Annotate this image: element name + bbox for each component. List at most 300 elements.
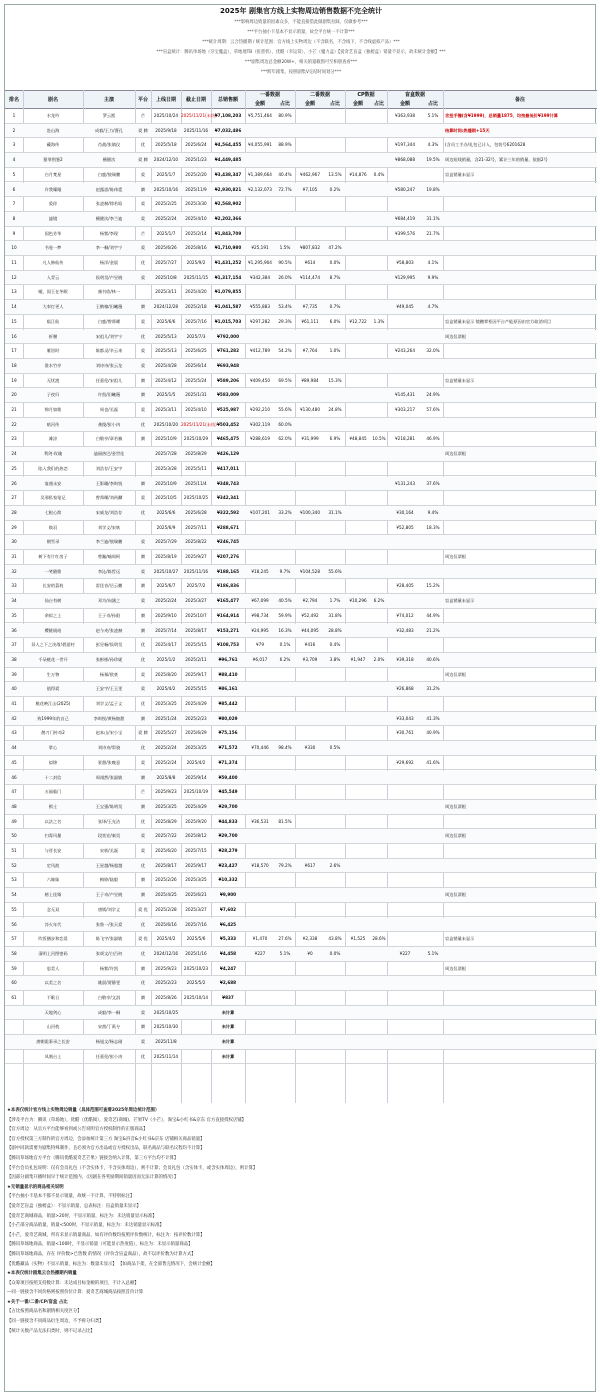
g1-pct-cell: 40.5% [278, 598, 292, 604]
footnote-line: 【腾讯草场地商品，销量<100时，不显示销量（可能显示热度值），标注为：未显示销量商品】 [7, 1242, 193, 1248]
box-amount-cell: ¥243,264 [395, 348, 415, 354]
online-date-cell: 2025/8/17 [155, 862, 177, 868]
end-date-cell: 2025/10/7 [185, 612, 207, 618]
cp-amount-cell [345, 918, 371, 932]
cast-cell: 李一桐/刘宇宁 [95, 245, 123, 251]
platform-cell: 腾 [140, 803, 146, 809]
end-date-cell: 2025/2/20 [185, 171, 207, 177]
table-header [5, 90, 597, 109]
total-cell: ¥96,761 [218, 656, 238, 662]
g2-amount-cell [295, 726, 325, 740]
platform-cell: 腾 [140, 995, 146, 1000]
cp-pct-cell [371, 285, 387, 299]
cast-cell: 王鹤棣/田曦薇 [95, 304, 123, 310]
remark-cell [445, 756, 597, 770]
end-date-cell: 2025/4/2 [186, 759, 206, 765]
online-date-cell: 2025/7/29 [155, 539, 177, 545]
cast-cell: 曾瀚/喻周柯 [97, 554, 121, 559]
cp-pct-cell [371, 682, 387, 696]
g1-amount-cell [245, 844, 275, 858]
g1-amount-cell: ¥107,201 [250, 509, 270, 515]
cp-amount-cell [345, 991, 371, 1005]
end-date-cell: 2025/10/14 [183, 995, 209, 1000]
name-cell: 凡人修仙传 [42, 260, 64, 265]
g2-pct-cell [325, 844, 345, 858]
g2-amount-cell [295, 888, 325, 902]
platform-cell: 爱 [140, 215, 146, 221]
name-cell: 念无双 [46, 906, 60, 912]
g1-amount-cell [245, 800, 275, 814]
cast-cell: 肖战/张婧仪 [97, 142, 121, 148]
g1-amount-cell [245, 1035, 275, 1049]
box-pct-cell: 21.7% [426, 230, 440, 236]
remark-cell [445, 521, 597, 535]
table-row [5, 697, 597, 712]
g2-amount-cell: ¥617 [304, 862, 316, 868]
online-date-cell: 2025/7/27 [155, 260, 177, 265]
cp-pct-cell [371, 374, 387, 388]
g1-pct-cell [275, 712, 295, 726]
platform-cell: 爱 [140, 539, 146, 545]
table-row [5, 653, 597, 668]
table-row [5, 888, 597, 903]
rank-cell: 3 [12, 142, 16, 148]
rank-cell: 49 [11, 818, 17, 824]
g2-amount-cell: ¥61,111 [301, 318, 319, 324]
end-date-cell: 2025/2/14 [185, 230, 207, 236]
g2-pct-cell [325, 815, 345, 829]
remark-cell [445, 1020, 597, 1034]
cast-cell: 王星越/杨超越 [95, 862, 123, 868]
platform-cell: 爱 [140, 598, 146, 604]
name-cell: 入青云 [46, 274, 60, 280]
cp-amount-cell [345, 785, 371, 799]
g1-amount-cell: ¥227 [254, 950, 266, 956]
box-pct-cell [423, 1050, 443, 1064]
end-date-cell: 2025/7/16 [185, 921, 207, 927]
cast-cell: 刘诗诗/窦骁 [97, 745, 121, 751]
end-date-cell [181, 1035, 211, 1049]
g1-pct-cell: 16.3% [278, 627, 292, 633]
table-row [5, 756, 597, 771]
g1-amount-cell [245, 668, 275, 682]
remark-cell [445, 976, 597, 990]
cp-amount-cell [345, 153, 371, 167]
g2-amount-cell [295, 844, 325, 858]
box-pct-cell [423, 550, 443, 564]
note-line: ***剧集周边总金额20W+，相关销量截图可至相册查看*** [244, 60, 358, 65]
cp-pct-cell [371, 844, 387, 858]
table-row [5, 918, 597, 933]
g2-pct-cell [325, 447, 345, 461]
total-cell: ¥4,449,485 [214, 157, 242, 163]
box-pct-cell [423, 815, 443, 829]
cast-cell: 龚俊/彭小冉 [97, 421, 121, 427]
cp-amount-cell [345, 756, 371, 770]
rank-cell: 27 [11, 495, 17, 501]
cp-amount-cell [345, 462, 371, 476]
box-pct-cell: 31.2% [426, 686, 440, 692]
cp-amount-cell: ¥1,525 [350, 936, 366, 942]
g2-pct-cell: 31.8% [328, 612, 342, 618]
cast-cell: 罗云熙 [102, 113, 116, 118]
cast-cell: 张凌赫/徐若晗 [95, 201, 123, 207]
total-cell: ¥188,165 [217, 568, 239, 574]
platform-cell: 爱 优 [138, 906, 148, 912]
table-row [5, 1020, 597, 1035]
platform-cell: 腾 [140, 892, 146, 898]
cp-pct-cell: 10.5% [372, 436, 386, 442]
table-row [5, 285, 597, 300]
online-date-cell: 2025/2/26 [155, 877, 177, 883]
box-amount-cell: ¥28,405 [396, 583, 414, 589]
rank-cell: 61 [11, 995, 17, 1000]
table-row [5, 197, 597, 212]
end-date-cell: 2025/1/31 [185, 392, 207, 398]
online-date-cell: 2025/3/11 [155, 407, 177, 412]
remark-cell [445, 1035, 597, 1049]
total-cell: ¥86,161 [218, 686, 238, 692]
g2-pct-cell [325, 682, 345, 696]
remark-cell [445, 403, 597, 417]
g1-amount-cell: ¥409,450 [250, 377, 270, 383]
platform-cell: 腾 [140, 583, 146, 589]
g1-pct-cell [275, 197, 295, 211]
box-pct-cell: 57.6% [426, 407, 440, 412]
online-date-cell: 2025/1/5 [156, 392, 176, 398]
table-row [5, 609, 597, 624]
g2-amount-cell [295, 359, 325, 373]
g1-pct-cell: 26.0% [278, 274, 292, 280]
end-date-cell: 2025/5/15 [185, 642, 207, 648]
cp-amount-cell [345, 903, 371, 917]
box-amount-cell [387, 815, 423, 829]
end-date-cell: 2025/2/18 [185, 304, 207, 310]
cp-amount-cell [345, 668, 371, 682]
footnote-line: ★本表仅统计剧集云合热播期内销量 [7, 1271, 77, 1277]
rank-cell: 33 [11, 583, 17, 589]
g2-amount-cell [295, 756, 325, 770]
name-cell: 榜上佳婿 [44, 892, 62, 898]
name-cell: 唐朝诡事录之长安 [36, 1039, 70, 1045]
g2-pct-cell [325, 197, 345, 211]
g1-amount-cell [245, 330, 275, 344]
cp-amount-cell [345, 741, 371, 755]
online-date-cell: 2025/10/25 [153, 1009, 179, 1015]
cast-cell: 杨紫/许凯 [99, 965, 119, 971]
platform-cell: 腾 [140, 480, 146, 486]
remark-cell [445, 477, 597, 491]
table-row [5, 932, 597, 947]
online-date-cell: 2024/12/28 [153, 304, 179, 310]
rank-cell: 26 [11, 480, 17, 486]
cast-cell: 成毅/李一桐 [97, 1009, 121, 1015]
box-pct-cell [423, 124, 443, 138]
g2-amount-cell [295, 491, 325, 505]
platform-cell: 爱 优 [138, 936, 148, 942]
end-date-cell: 2025/9/17 [185, 671, 207, 677]
platform-cell: 优 [140, 642, 146, 648]
cp-pct-cell [371, 962, 387, 976]
g2-amount-cell [295, 1035, 325, 1049]
box-amount-cell [387, 330, 423, 344]
cp-pct-cell [371, 418, 387, 432]
g1-amount-cell [245, 285, 275, 299]
header-remark: 备注 [514, 97, 525, 103]
g2-amount-cell: ¥614 [304, 260, 316, 265]
box-amount-cell: ¥49,045 [396, 304, 414, 310]
cp-pct-cell [371, 1050, 387, 1064]
box-amount-cell: ¥26,868 [396, 686, 414, 692]
footnote-line: 【小芒，爱奇艺商城，所有未显示销量商品，如有评价数均按照评价数统计，标注为：按评价数计算】 [7, 1232, 205, 1238]
g1-amount-cell: ¥1,295,904 [248, 260, 272, 265]
cast-cell: 梅婷/陆毅 [99, 877, 119, 883]
box-amount-cell [387, 241, 423, 255]
rank-cell [5, 1050, 23, 1064]
cp-pct-cell [371, 535, 387, 549]
platform-cell: 腾 [140, 877, 146, 883]
name-cell: 许我耀眼 [44, 186, 62, 192]
total-cell: ¥2,568,902 [214, 201, 242, 207]
g1-amount-cell [245, 903, 275, 917]
platform-cell: 爱 腾 [138, 127, 148, 133]
remark-cell [445, 491, 597, 505]
g1-pct-cell [275, 829, 295, 843]
cast-cell: 侯明昊/卢昱晓 [95, 274, 123, 280]
name-cell: 利剑·玫瑰 [43, 451, 63, 457]
platform-cell: 优 [140, 921, 146, 927]
box-pct-cell [423, 962, 443, 976]
cp-amount-cell [345, 300, 371, 314]
box-amount-cell: ¥218,281 [395, 436, 415, 442]
g1-pct-cell [275, 844, 295, 858]
online-date-cell: 2025/9/23 [155, 965, 177, 971]
cp-pct-cell [371, 183, 387, 197]
g2-amount-cell [295, 212, 325, 226]
cp-amount-cell [345, 962, 371, 976]
platform-cell [135, 462, 151, 476]
cast-cell: 刘学义/孟子义 [95, 701, 123, 706]
remark-cell: 周边仅票根 [445, 833, 466, 839]
g1-amount-cell: ¥6,017 [252, 656, 268, 662]
g2-amount-cell [295, 285, 325, 299]
cp-amount-cell [345, 403, 371, 417]
g1-pct-cell [275, 124, 295, 138]
box-amount-cell: ¥29,692 [396, 759, 414, 765]
name-cell: 清明上河图密码 [38, 950, 68, 956]
box-pct-cell [423, 697, 443, 711]
g1-pct-cell: 40.4% [278, 171, 292, 177]
g1-pct-cell [275, 550, 295, 564]
g1-amount-cell [245, 726, 275, 740]
cp-amount-cell [345, 374, 371, 388]
online-date-cell: 2025/8/29 [155, 818, 177, 824]
g2-pct-cell [325, 903, 345, 917]
platform-cell: 优 [140, 656, 146, 662]
rank-cell: 20 [11, 392, 17, 398]
end-date-cell: 2025/7/3 [186, 333, 206, 339]
g1-amount-cell [245, 197, 275, 211]
remark-cell [445, 903, 597, 917]
rank-cell: 4 [12, 157, 16, 163]
cp-pct-cell [371, 271, 387, 285]
cast-cell: 陈都灵/辛云来 [95, 348, 123, 354]
cp-amount-cell [345, 829, 371, 843]
cast-cell: 刘诗诗/张云龙 [95, 362, 123, 368]
total-cell: ¥1,317,154 [214, 274, 242, 280]
header-name: 剧名 [47, 97, 58, 103]
table-row [5, 859, 597, 874]
total-cell: ¥186,836 [217, 583, 239, 589]
cp-pct-cell [371, 550, 387, 564]
box-pct-cell: 15.2% [426, 583, 440, 589]
box-pct-cell [423, 285, 443, 299]
g2-amount-cell [295, 1006, 325, 1020]
note-line: ***盲盒统计：腾讯单场地（夺宝魔盒），草地地TB（扭蛋机），优酷（幸运赏），小芒（魔力盒）【爱奇艺盲盒（独榜盒）销量不显示，故未统计金额】*** [156, 50, 446, 55]
g1-pct-cell: 59.9% [278, 612, 292, 618]
online-date-cell: 2025/10/16 [153, 186, 179, 192]
cast-cell: 王影璐/李昀锐 [95, 480, 123, 486]
name-cell: 七根心简 [44, 509, 62, 515]
table-row [5, 403, 597, 418]
platform-cell: 爱 [140, 671, 146, 677]
end-date-cell: 2025/4/20 [185, 289, 207, 295]
box-amount-cell [387, 800, 423, 814]
remark-cell: 盲盒销量未显示 [445, 171, 475, 177]
end-date-cell: 2025/6/29 [185, 730, 207, 736]
footnote-line: ★本表仅统计官方线上实物周边销量（具体范围可查看2025年周边统计范围） [7, 1108, 160, 1113]
cp-amount-cell [345, 1050, 371, 1064]
g1-amount-cell [245, 756, 275, 770]
platform-cell: 优 [140, 745, 146, 751]
box-pct-cell [423, 1035, 443, 1049]
remark-cell [445, 859, 597, 873]
cp-pct-cell [371, 638, 387, 652]
cast-cell: 张鲁一/张天爱 [95, 921, 123, 927]
g1-pct-cell: 80.9% [278, 113, 292, 118]
table-row [5, 374, 597, 389]
name-cell: 折腰 [48, 333, 58, 339]
cast-cell: 李昀锐/黄杨钿甜 [93, 715, 125, 721]
platform-cell [135, 447, 151, 461]
box-pct-cell: 44.9% [426, 612, 440, 618]
remark-cell [445, 771, 597, 785]
cp-amount-cell [345, 1035, 371, 1049]
cp-pct-cell [371, 991, 387, 1005]
footnote-line: 【爱奇艺商城商品，销量>20时，不显示销量，标注为：未达销量显示标准】 [7, 1213, 157, 1219]
cp-amount-cell [345, 271, 371, 285]
platform-cell: 腾 [140, 392, 146, 398]
subheader-pct: 占比 [279, 101, 290, 107]
g2-amount-cell [295, 153, 325, 167]
cp-pct-cell [371, 609, 387, 623]
cp-amount-cell [345, 491, 371, 505]
total-cell: ¥207,276 [217, 554, 239, 559]
footnote-line: 【剧中同款需要为剧集特殊制作，且必须为官方出品或官方授权出品，联名商品与联名议程均不计算】 [7, 1146, 205, 1152]
g2-pct-cell: 0.0% [329, 260, 341, 265]
cast-cell: 王安宇/王玉雯 [95, 686, 123, 692]
g1-pct-cell [275, 697, 295, 711]
end-date-cell: 2025/10/23 [183, 965, 209, 971]
g1-amount-cell [245, 535, 275, 549]
g2-amount-cell [295, 550, 325, 564]
g1-amount-cell [245, 477, 275, 491]
g2-pct-cell [325, 462, 345, 476]
rank-cell [5, 1020, 23, 1034]
name-cell: 猎罪图鉴2 [43, 157, 63, 163]
total-cell: ¥288,671 [217, 524, 239, 530]
rank-cell: 54 [11, 892, 17, 898]
online-date-cell: 2025/2/24 [155, 215, 177, 221]
remark-cell: 结算时间:热播期+15天 [445, 127, 490, 133]
box-amount-cell: ¥58,803 [396, 260, 414, 265]
g2-amount-cell [295, 197, 325, 211]
header-end: 截止日期 [185, 97, 206, 103]
rank-cell: 44 [11, 745, 17, 751]
platform-cell: 爱 [140, 1039, 146, 1045]
online-date-cell: 2025/10/30 [153, 1024, 179, 1030]
g1-pct-cell: 98.4% [278, 745, 292, 751]
box-amount-cell: ¥197,344 [395, 142, 415, 148]
box-amount-cell [387, 859, 423, 873]
cp-pct-cell [371, 197, 387, 211]
online-date-cell: 2025/6/7 [156, 583, 176, 589]
table-row [5, 991, 597, 1006]
g1-amount-cell: ¥302,119 [250, 421, 270, 427]
g2-amount-cell [295, 712, 325, 726]
g2-pct-cell [325, 418, 345, 432]
g2-amount-cell [295, 109, 325, 123]
platform-cell: 腾 [140, 304, 146, 310]
header-online: 上线日期 [155, 97, 176, 103]
cast-cell: 张彬彬/孙珍妮 [95, 656, 123, 662]
remark-cell: 周边仅票根 [445, 554, 466, 559]
end-date-cell: 2025/4/29 [185, 803, 207, 809]
cp-amount-cell [345, 124, 371, 138]
platform-cell: 爱 [140, 1009, 146, 1015]
box-pct-cell [423, 330, 443, 344]
box-pct-cell [423, 829, 443, 843]
cp-pct-cell [371, 712, 387, 726]
rank-cell: 41 [11, 701, 17, 706]
name-cell: 国色芳华 [44, 230, 62, 236]
platform-cell: 爱 [140, 274, 146, 280]
box-pct-cell: 46.9% [426, 436, 440, 442]
cp-amount-cell: ¥12,722 [349, 318, 367, 324]
cast-cell: 成毅/王力/曹孔 [95, 127, 123, 133]
table-row [5, 521, 597, 536]
subheader-amount: 金额 [304, 101, 315, 107]
end-date-cell: 2025/4/10 [185, 215, 207, 221]
rank-cell: 16 [11, 333, 17, 339]
cast-cell: 张译/王光洁 [97, 818, 121, 824]
platform-cell: 腾 [140, 965, 146, 971]
g2-pct-cell [325, 227, 345, 241]
remark-cell [445, 918, 597, 932]
box-pct-cell [423, 491, 443, 505]
box-pct-cell: 41.3% [426, 715, 440, 721]
table-row [5, 432, 597, 447]
table-row [5, 815, 597, 830]
platform-cell: 优 [140, 818, 146, 824]
footnote-line: —同一链接含不同价格则按照价位计算：爱奇艺商城商品按照首价计算 [7, 1290, 144, 1296]
cp-pct-cell [371, 153, 387, 167]
remark-cell [445, 682, 597, 696]
box-amount-cell: ¥39,318 [396, 656, 414, 662]
name-cell: 以美之名 [44, 980, 62, 986]
total-cell: ¥2,930,821 [214, 186, 242, 192]
box-amount-cell [387, 418, 423, 432]
